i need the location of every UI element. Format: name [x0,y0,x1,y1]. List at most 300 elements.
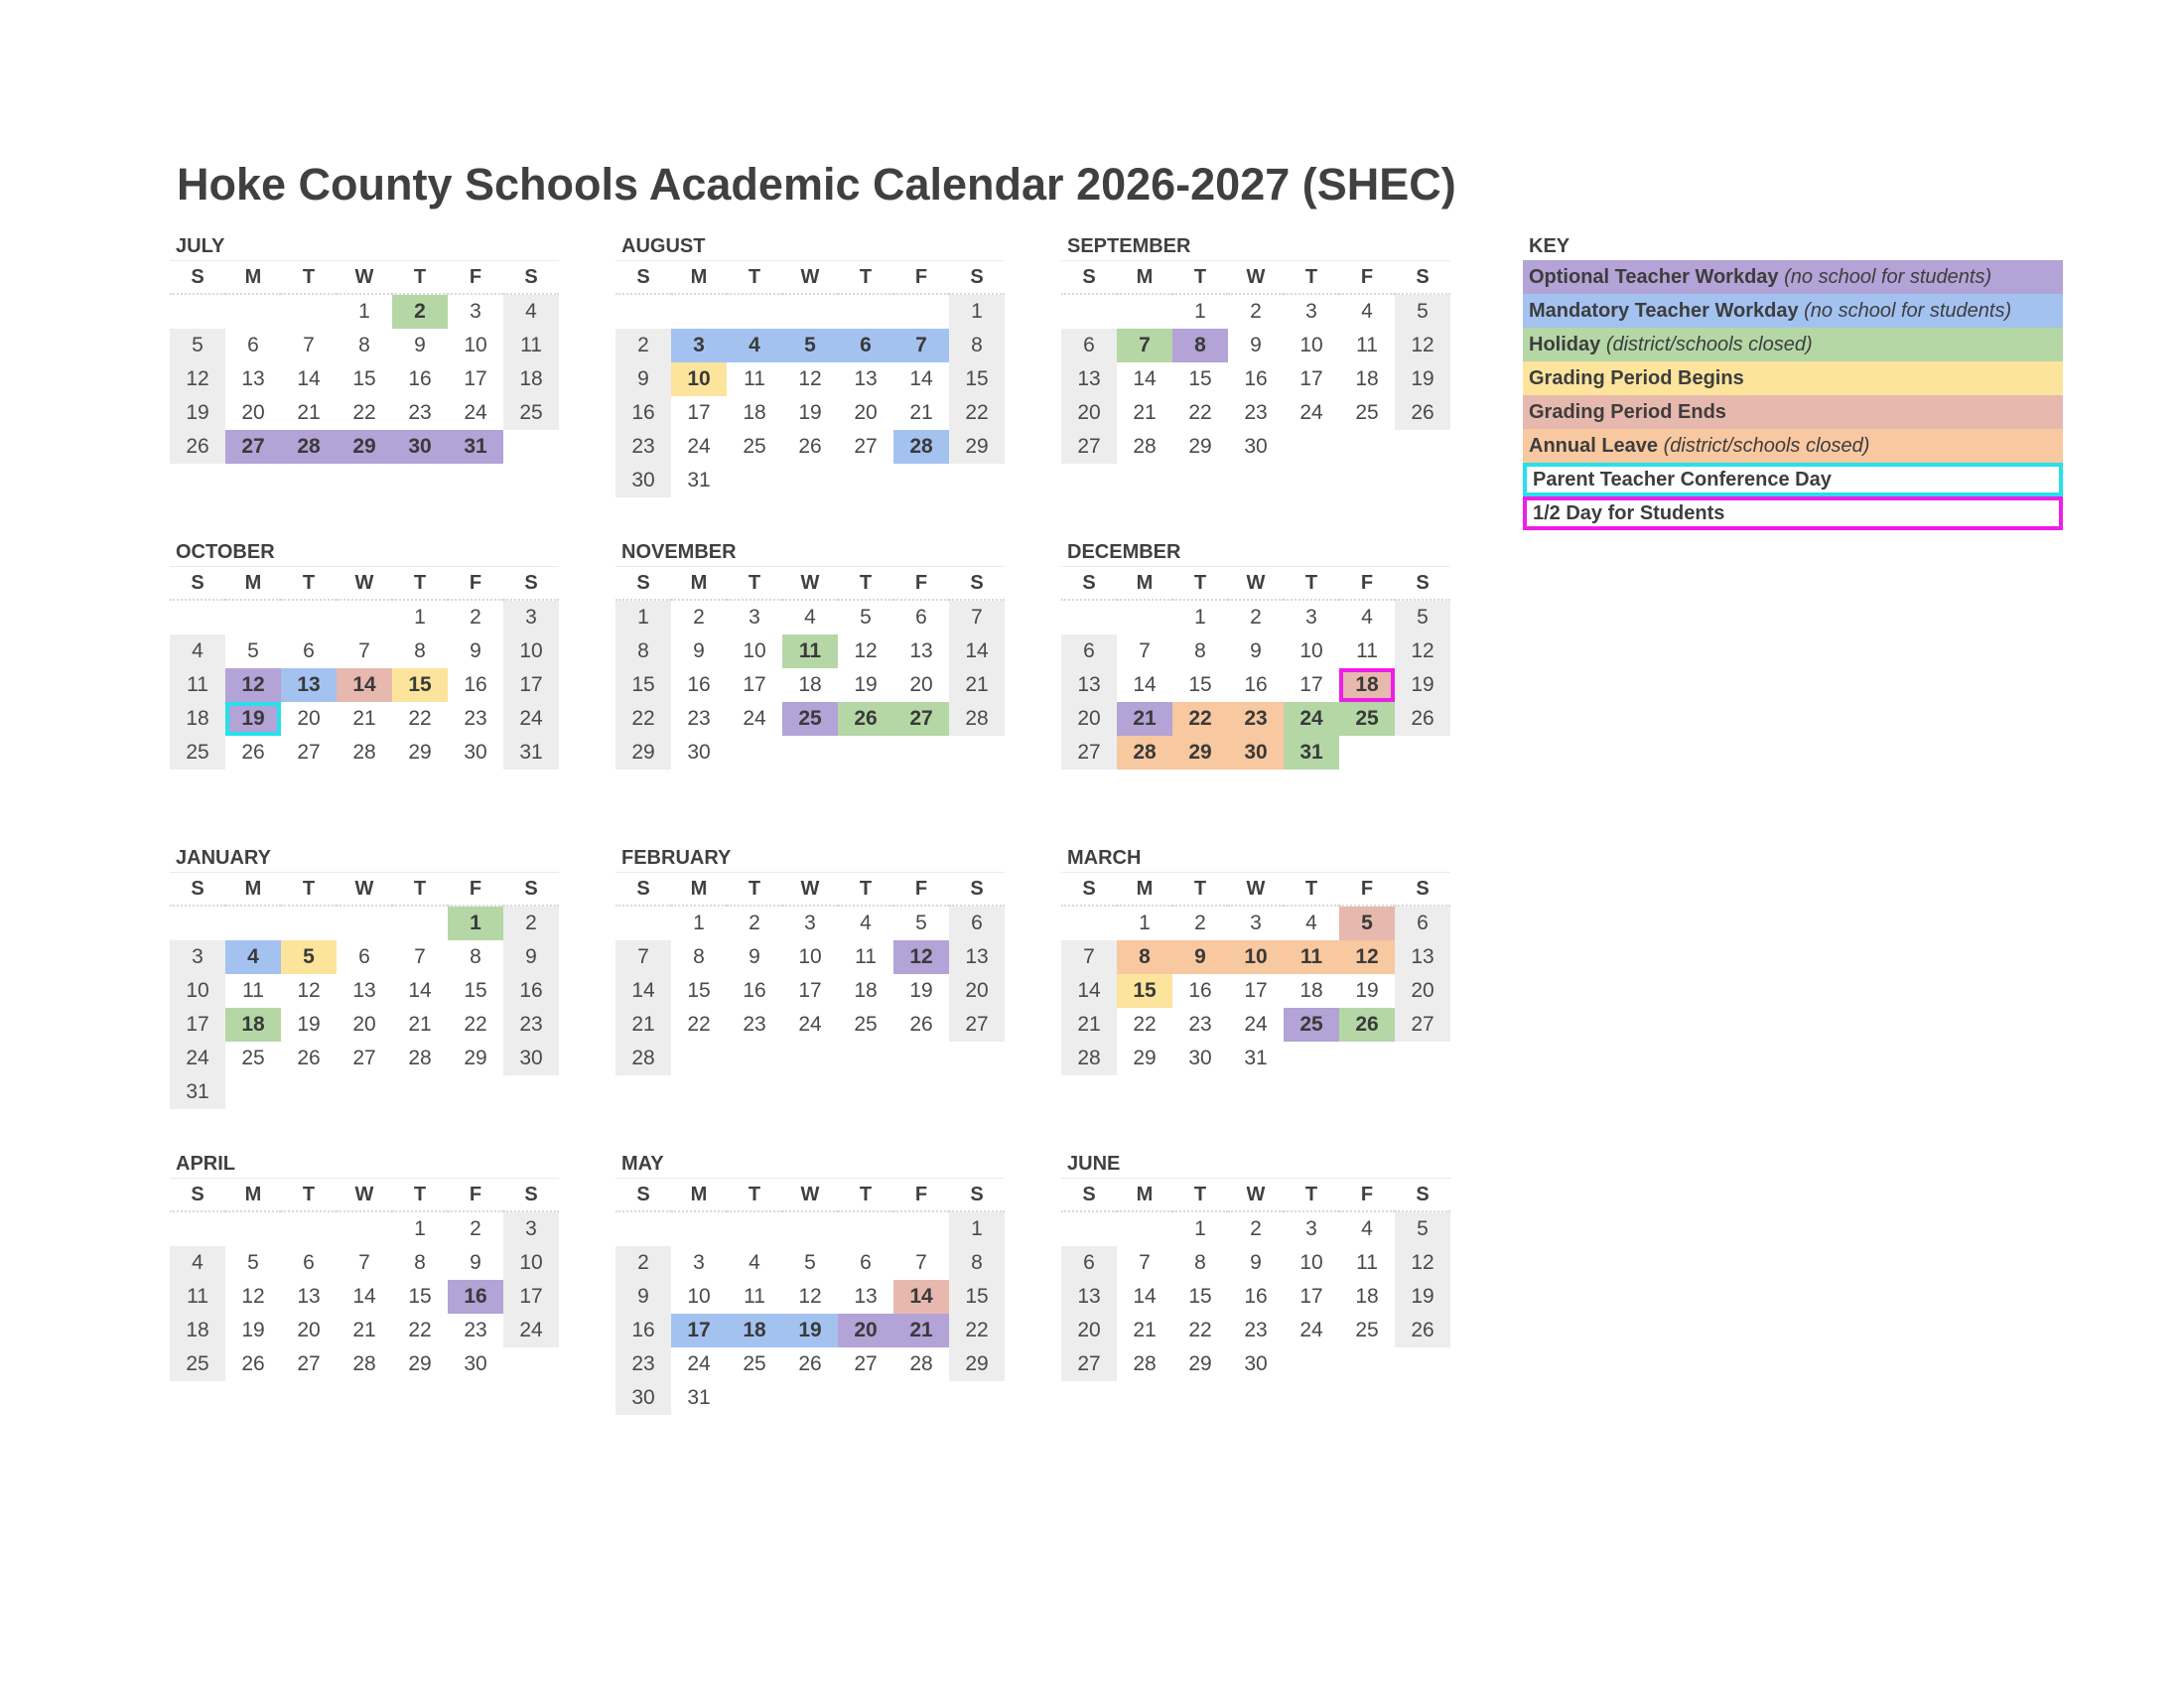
empty-day [170,1212,225,1246]
day-cell: 18 [1339,668,1395,702]
day-cell: 14 [1133,673,1157,696]
day-cell: 6 [915,606,927,629]
month-name: FEBRUARY [621,847,732,869]
weekday-label: T [1172,261,1228,295]
empty-day [782,295,838,329]
day-cell: 21 [949,668,1005,702]
day-cell: 23 [1244,1319,1268,1341]
weekday-label: T [281,261,337,295]
day-cell: 19 [1395,362,1450,396]
day-cell: 28 [949,702,1005,736]
day-cell: 7 [358,639,370,662]
empty-day [225,295,281,329]
key-item-ann [1523,429,2063,463]
day-cell: 15 [687,979,711,1002]
day-cell: 12 [241,1285,265,1308]
day-cell: 12 [225,668,281,702]
weekday-label: T [1284,1179,1339,1212]
day-cell: 30 [687,741,711,764]
weekday-label: S [1061,567,1117,601]
day-cell: 10 [1228,940,1284,974]
day-cell: 16 [743,979,766,1002]
weekday-label: F [1339,567,1395,601]
day-cell: 2 [693,606,705,629]
day-grid [615,1212,1005,1415]
key-item-label: Grading Period Ends [1529,401,1726,423]
weekday-label: W [1228,1179,1284,1212]
day-cell: 3 [1305,1217,1317,1240]
day-cell: 6 [303,1251,315,1274]
day-cell: 17 [1244,979,1268,1002]
day-cell: 18 [854,979,878,1002]
weekday-header [615,872,1005,907]
day-cell: 31 [1284,736,1339,770]
day-cell: 13 [1061,362,1117,396]
day-cell: 17 [503,668,559,702]
month-october [170,538,559,770]
weekday-label: T [281,1179,337,1212]
day-cell: 14 [352,1285,376,1308]
weekday-label: M [225,1179,281,1212]
day-cell: 15 [392,668,448,702]
day-cell: 3 [749,606,760,629]
day-cell: 8 [1194,1251,1206,1274]
day-cell: 29 [337,430,392,464]
day-cell: 15 [1188,1285,1212,1308]
day-cell: 21 [1117,702,1172,736]
day-cell: 2 [392,295,448,329]
empty-day [170,601,225,634]
day-cell: 7 [949,601,1005,634]
day-grid [615,907,1005,1075]
day-cell: 17 [464,367,487,390]
day-cell: 6 [1061,1246,1117,1280]
day-cell: 23 [615,430,671,464]
day-cell: 18 [170,702,225,736]
month-august [615,232,1005,497]
day-cell: 2 [470,1217,481,1240]
day-cell: 26 [241,1352,265,1375]
day-cell: 24 [503,702,559,736]
empty-day [893,1212,949,1246]
weekday-label: S [170,1179,225,1212]
day-cell: 13 [1061,1280,1117,1314]
day-cell: 22 [949,1314,1005,1347]
day-cell: 6 [860,1251,872,1274]
day-cell: 12 [798,1285,822,1308]
weekday-label: M [671,873,727,907]
day-cell: 25 [170,736,225,770]
day-cell: 7 [358,1251,370,1274]
weekday-label: S [1061,1179,1117,1212]
day-cell: 27 [1061,1347,1117,1381]
day-cell: 26 [798,1352,822,1375]
day-cell: 9 [615,362,671,396]
day-cell: 17 [1299,367,1323,390]
day-cell: 22 [464,1013,487,1036]
day-cell: 28 [408,1047,432,1069]
day-cell: 5 [170,329,225,362]
empty-day [782,1212,838,1246]
day-cell: 12 [1395,329,1450,362]
weekday-label: F [893,1179,949,1212]
empty-day [281,1212,337,1246]
day-cell: 29 [1188,1352,1212,1375]
day-cell: 16 [503,974,559,1008]
weekday-label: S [1061,261,1117,295]
weekday-label: T [1284,873,1339,907]
day-cell: 20 [838,1314,893,1347]
day-cell: 4 [225,940,281,974]
key-title: KEY [1529,235,1570,257]
day-cell: 16 [615,396,671,430]
weekday-label: W [782,873,838,907]
day-cell: 6 [1061,634,1117,668]
day-cell: 27 [893,702,949,736]
day-cell: 26 [1395,396,1450,430]
empty-day [392,907,448,940]
day-cell: 15 [464,979,487,1002]
day-cell: 11 [1356,639,1378,662]
day-cell: 6 [247,334,259,356]
month-name: SEPTEMBER [1067,235,1191,257]
day-cell: 18 [503,362,559,396]
day-cell: 18 [225,1008,281,1042]
day-cell: 16 [1244,673,1268,696]
day-grid [170,1212,559,1381]
day-cell: 25 [170,1347,225,1381]
empty-day [1061,907,1117,940]
day-cell: 17 [687,401,711,424]
empty-day [170,295,225,329]
day-grid [1061,907,1450,1075]
weekday-label: T [392,873,448,907]
empty-day [281,907,337,940]
month-name: JULY [176,235,225,257]
day-cell: 17 [671,1314,727,1347]
day-cell: 3 [503,601,559,634]
day-cell: 18 [1355,1285,1379,1308]
weekday-label: F [448,873,503,907]
day-cell: 14 [893,1280,949,1314]
day-cell: 24 [170,1042,225,1075]
empty-day [1117,601,1172,634]
day-cell: 9 [1250,1251,1262,1274]
weekday-label: W [1228,261,1284,295]
day-cell: 8 [1194,639,1206,662]
day-cell: 3 [170,940,225,974]
weekday-label: F [1339,873,1395,907]
day-cell: 9 [1250,639,1262,662]
day-cell: 6 [303,639,315,662]
day-cell: 7 [414,945,426,968]
key-item-ptc [1523,463,2063,496]
day-cell: 20 [241,401,265,424]
key-item-hol [1523,328,2063,361]
day-cell: 2 [1250,606,1262,629]
day-cell: 13 [909,639,933,662]
day-cell: 22 [408,1319,432,1341]
weekday-label: T [1172,567,1228,601]
weekday-label: S [1395,1179,1450,1212]
weekday-label: F [893,261,949,295]
weekday-label: F [1339,261,1395,295]
month-name: AUGUST [621,235,706,257]
day-cell: 21 [1133,401,1157,424]
weekday-label: T [727,1179,782,1212]
weekday-label: S [1395,261,1450,295]
empty-day [671,295,727,329]
weekday-label: S [503,567,559,601]
day-cell: 22 [1133,1013,1157,1036]
empty-day [281,295,337,329]
day-cell: 2 [1250,300,1262,323]
day-cell: 17 [1299,1285,1323,1308]
day-cell: 27 [297,1352,321,1375]
weekday-header [1061,260,1450,295]
weekday-label: S [1395,873,1450,907]
day-cell: 3 [671,329,727,362]
key-item-note: (district/schools closed) [1605,334,1813,355]
weekday-label: S [503,873,559,907]
day-cell: 24 [798,1013,822,1036]
day-cell: 3 [503,1212,559,1246]
empty-day [1061,295,1117,329]
day-cell: 7 [893,329,949,362]
empty-day [1117,1212,1172,1246]
weekday-label: S [949,873,1005,907]
empty-day [337,1212,392,1246]
day-cell: 3 [693,1251,705,1274]
weekday-label: M [1117,567,1172,601]
day-cell: 12 [1339,940,1395,974]
day-cell: 27 [1395,1008,1450,1042]
weekday-header [170,872,559,907]
month-name: JUNE [1067,1153,1121,1175]
day-cell: 6 [949,907,1005,940]
day-cell: 16 [1244,1285,1268,1308]
weekday-label: S [170,567,225,601]
day-cell: 5 [247,639,259,662]
day-cell: 14 [408,979,432,1002]
day-cell: 12 [297,979,321,1002]
day-cell: 3 [804,912,816,934]
weekday-label: F [448,261,503,295]
day-cell: 30 [464,1352,487,1375]
day-cell: 20 [1061,1314,1117,1347]
weekday-label: T [838,261,893,295]
day-cell: 7 [615,940,671,974]
day-cell: 13 [949,940,1005,974]
key-item-note: (no school for students) [1784,266,1992,288]
empty-day [337,601,392,634]
day-cell: 28 [1061,1042,1117,1075]
day-cell: 13 [854,1285,878,1308]
day-cell: 15 [352,367,376,390]
empty-day [225,1212,281,1246]
empty-day [615,295,671,329]
day-cell: 2 [1250,1217,1262,1240]
day-cell: 7 [1117,329,1172,362]
weekday-label: T [392,567,448,601]
weekday-label: S [503,261,559,295]
day-cell: 28 [281,430,337,464]
day-cell: 17 [170,1008,225,1042]
month-april [170,1150,559,1381]
day-cell: 19 [909,979,933,1002]
day-cell: 20 [854,401,878,424]
weekday-label: W [337,1179,392,1212]
day-cell: 4 [860,912,872,934]
day-cell: 24 [464,401,487,424]
day-cell: 9 [693,639,705,662]
day-cell: 8 [414,639,426,662]
month-name: OCTOBER [176,541,275,563]
weekday-header [615,566,1005,601]
day-cell: 19 [1355,979,1379,1002]
day-cell: 4 [749,1251,760,1274]
month-july [170,232,559,464]
day-cell: 23 [615,1347,671,1381]
day-cell: 7 [1139,1251,1151,1274]
weekday-label: T [727,567,782,601]
day-cell: 6 [838,329,893,362]
empty-day [615,1212,671,1246]
weekday-label: T [392,261,448,295]
day-cell: 19 [798,401,822,424]
day-cell: 5 [860,606,872,629]
day-cell: 8 [949,329,1005,362]
day-cell: 3 [1250,912,1262,934]
day-cell: 23 [408,401,432,424]
weekday-label: S [170,873,225,907]
day-cell: 30 [1244,1352,1268,1375]
weekday-label: S [615,1179,671,1212]
day-cell: 4 [1305,912,1317,934]
day-cell: 28 [1133,435,1157,458]
weekday-header [1061,566,1450,601]
weekday-label: S [503,1179,559,1212]
key-item-note: (district/schools closed) [1663,435,1870,457]
month-december [1061,538,1450,770]
day-cell: 18 [170,1314,225,1347]
day-cell: 10 [1299,334,1323,356]
day-cell: 11 [503,329,559,362]
day-cell: 5 [804,1251,816,1274]
day-cell: 24 [687,1352,711,1375]
day-cell: 22 [949,396,1005,430]
empty-day [727,295,782,329]
weekday-header [1061,872,1450,907]
day-cell: 1 [693,912,705,934]
day-cell: 28 [615,1042,671,1075]
weekday-label: M [1117,261,1172,295]
day-cell: 17 [503,1280,559,1314]
day-cell: 29 [408,1352,432,1375]
day-cell: 4 [727,329,782,362]
weekday-header [615,1178,1005,1212]
day-cell: 9 [470,1251,481,1274]
day-cell: 16 [464,673,487,696]
day-cell: 19 [297,1013,321,1036]
day-cell: 28 [893,430,949,464]
day-cell: 25 [1355,401,1379,424]
weekday-label: F [893,567,949,601]
day-cell: 14 [1133,1285,1157,1308]
key-item-gpe [1523,395,2063,429]
day-cell: 15 [949,362,1005,396]
key-item-label: Grading Period Begins [1529,367,1744,389]
month-may [615,1150,1005,1415]
weekday-label: W [782,261,838,295]
day-cell: 30 [392,430,448,464]
day-cell: 16 [615,1314,671,1347]
day-cell: 27 [854,1352,878,1375]
month-september [1061,232,1450,464]
day-cell: 4 [1361,1217,1373,1240]
month-name: NOVEMBER [621,541,737,563]
day-cell: 30 [615,464,671,497]
day-grid [170,601,559,770]
weekday-label: S [615,261,671,295]
day-cell: 21 [615,1008,671,1042]
day-cell: 13 [854,367,878,390]
day-cell: 1 [949,1212,1005,1246]
day-cell: 18 [798,673,822,696]
weekday-label: W [337,567,392,601]
day-cell: 22 [1172,702,1228,736]
day-cell: 30 [1188,1047,1212,1069]
day-cell: 10 [687,1285,711,1308]
day-cell: 13 [352,979,376,1002]
key-item-label: Parent Teacher Conference Day [1533,469,1832,491]
day-cell: 29 [1133,1047,1157,1069]
weekday-header [170,1178,559,1212]
day-cell: 10 [464,334,487,356]
day-cell: 17 [743,673,766,696]
weekday-label: S [615,567,671,601]
day-cell: 14 [1061,974,1117,1008]
day-cell: 1 [949,295,1005,329]
day-cell: 1 [358,300,370,323]
day-cell: 1 [414,1217,426,1240]
day-cell: 15 [615,668,671,702]
weekday-label: F [448,1179,503,1212]
day-cell: 8 [615,634,671,668]
day-cell: 1 [1139,912,1151,934]
day-cell: 21 [893,1314,949,1347]
weekday-label: S [949,261,1005,295]
day-cell: 30 [464,741,487,764]
day-cell: 27 [352,1047,376,1069]
day-cell: 24 [1299,1319,1323,1341]
day-cell: 24 [1244,1013,1268,1036]
day-cell: 7 [303,334,315,356]
weekday-label: S [615,873,671,907]
day-cell: 19 [854,673,878,696]
day-cell: 18 [727,1314,782,1347]
weekday-label: T [838,1179,893,1212]
day-cell: 1 [1194,606,1206,629]
day-cell: 23 [1228,702,1284,736]
day-cell: 22 [1188,1319,1212,1341]
day-cell: 16 [448,1280,503,1314]
day-grid [615,295,1005,497]
day-cell: 5 [1395,295,1450,329]
day-cell: 4 [1361,300,1373,323]
key-item-gpb [1523,361,2063,395]
weekday-label: T [281,567,337,601]
